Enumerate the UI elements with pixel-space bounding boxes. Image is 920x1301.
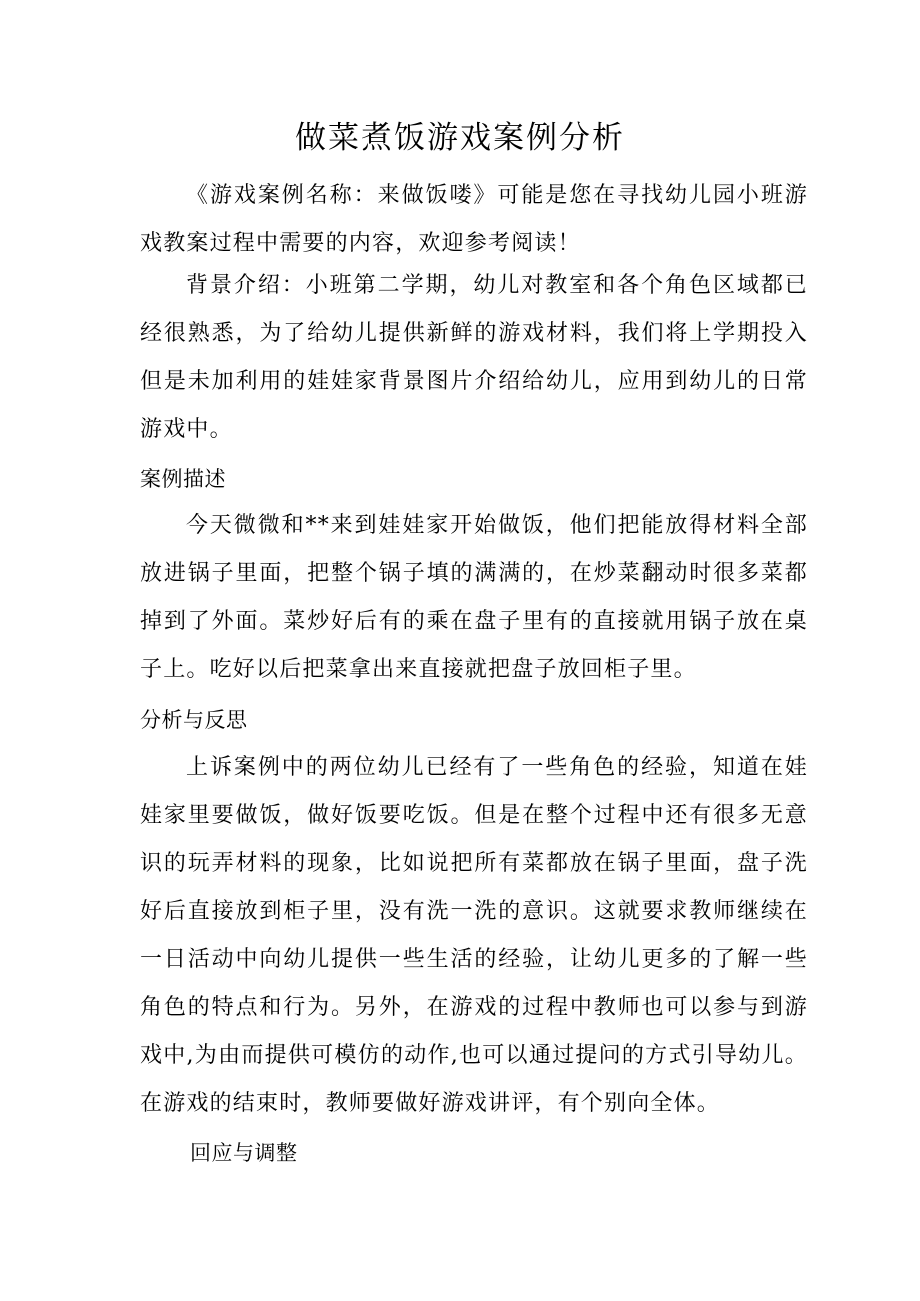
case-description-paragraph: 今天微微和**来到娃娃家开始做饭，他们把能放得材料全部放进锅子里面，把整个锅子填的满满的，在炒菜翻动时很多菜都掉到了外面。菜炒好后有的乘在盘子里有的直接就用锅子放在桌子上。吃好以后把菜拿出来直接就把盘子放回柜子里。 [140, 513, 808, 682]
background-paragraph: 背景介绍：小班第二学期，幼儿对教室和各个角色区域都已经很熟悉，为了给幼儿提供新鲜的游戏材料，我们将上学期投入但是未加利用的娃娃家背景图片介绍给幼儿，应用到幼儿的日常游戏中。 [140, 273, 808, 442]
analysis-heading: 分析与反思 [140, 708, 248, 732]
response-heading: 回应与调整 [190, 1141, 298, 1165]
document-title: 做菜煮饭游戏案例分析 [295, 120, 625, 156]
analysis-paragraph: 上诉案例中的两位幼儿已经有了一些角色的经验，知道在娃娃家里要做饭，做好饭要吃饭。但是在整个过程中还有很多无意识的玩弄材料的现象，比如说把所有菜都放在锅子里面，盘子洗好后直接放到柜子里，没有洗一洗的意识。这就要求教师继续在一日活动中向幼儿提供一些生活的经验，让幼儿更多的了解一些角色的特点和行为。另外，在游戏的过程中教师也可以参与到游戏中,为由而提供可模仿的动作,也可以通过提问的方式引导幼儿。在游戏的结束时，教师要做好游戏讲评，有个别向全体。 [140, 755, 808, 1116]
case-description-heading: 案例描述 [140, 467, 226, 491]
intro-paragraph: 《游戏案例名称：来做饭喽》可能是您在寻找幼儿园小班游戏教案过程中需要的内容，欢迎参考阅读！ [140, 183, 808, 256]
